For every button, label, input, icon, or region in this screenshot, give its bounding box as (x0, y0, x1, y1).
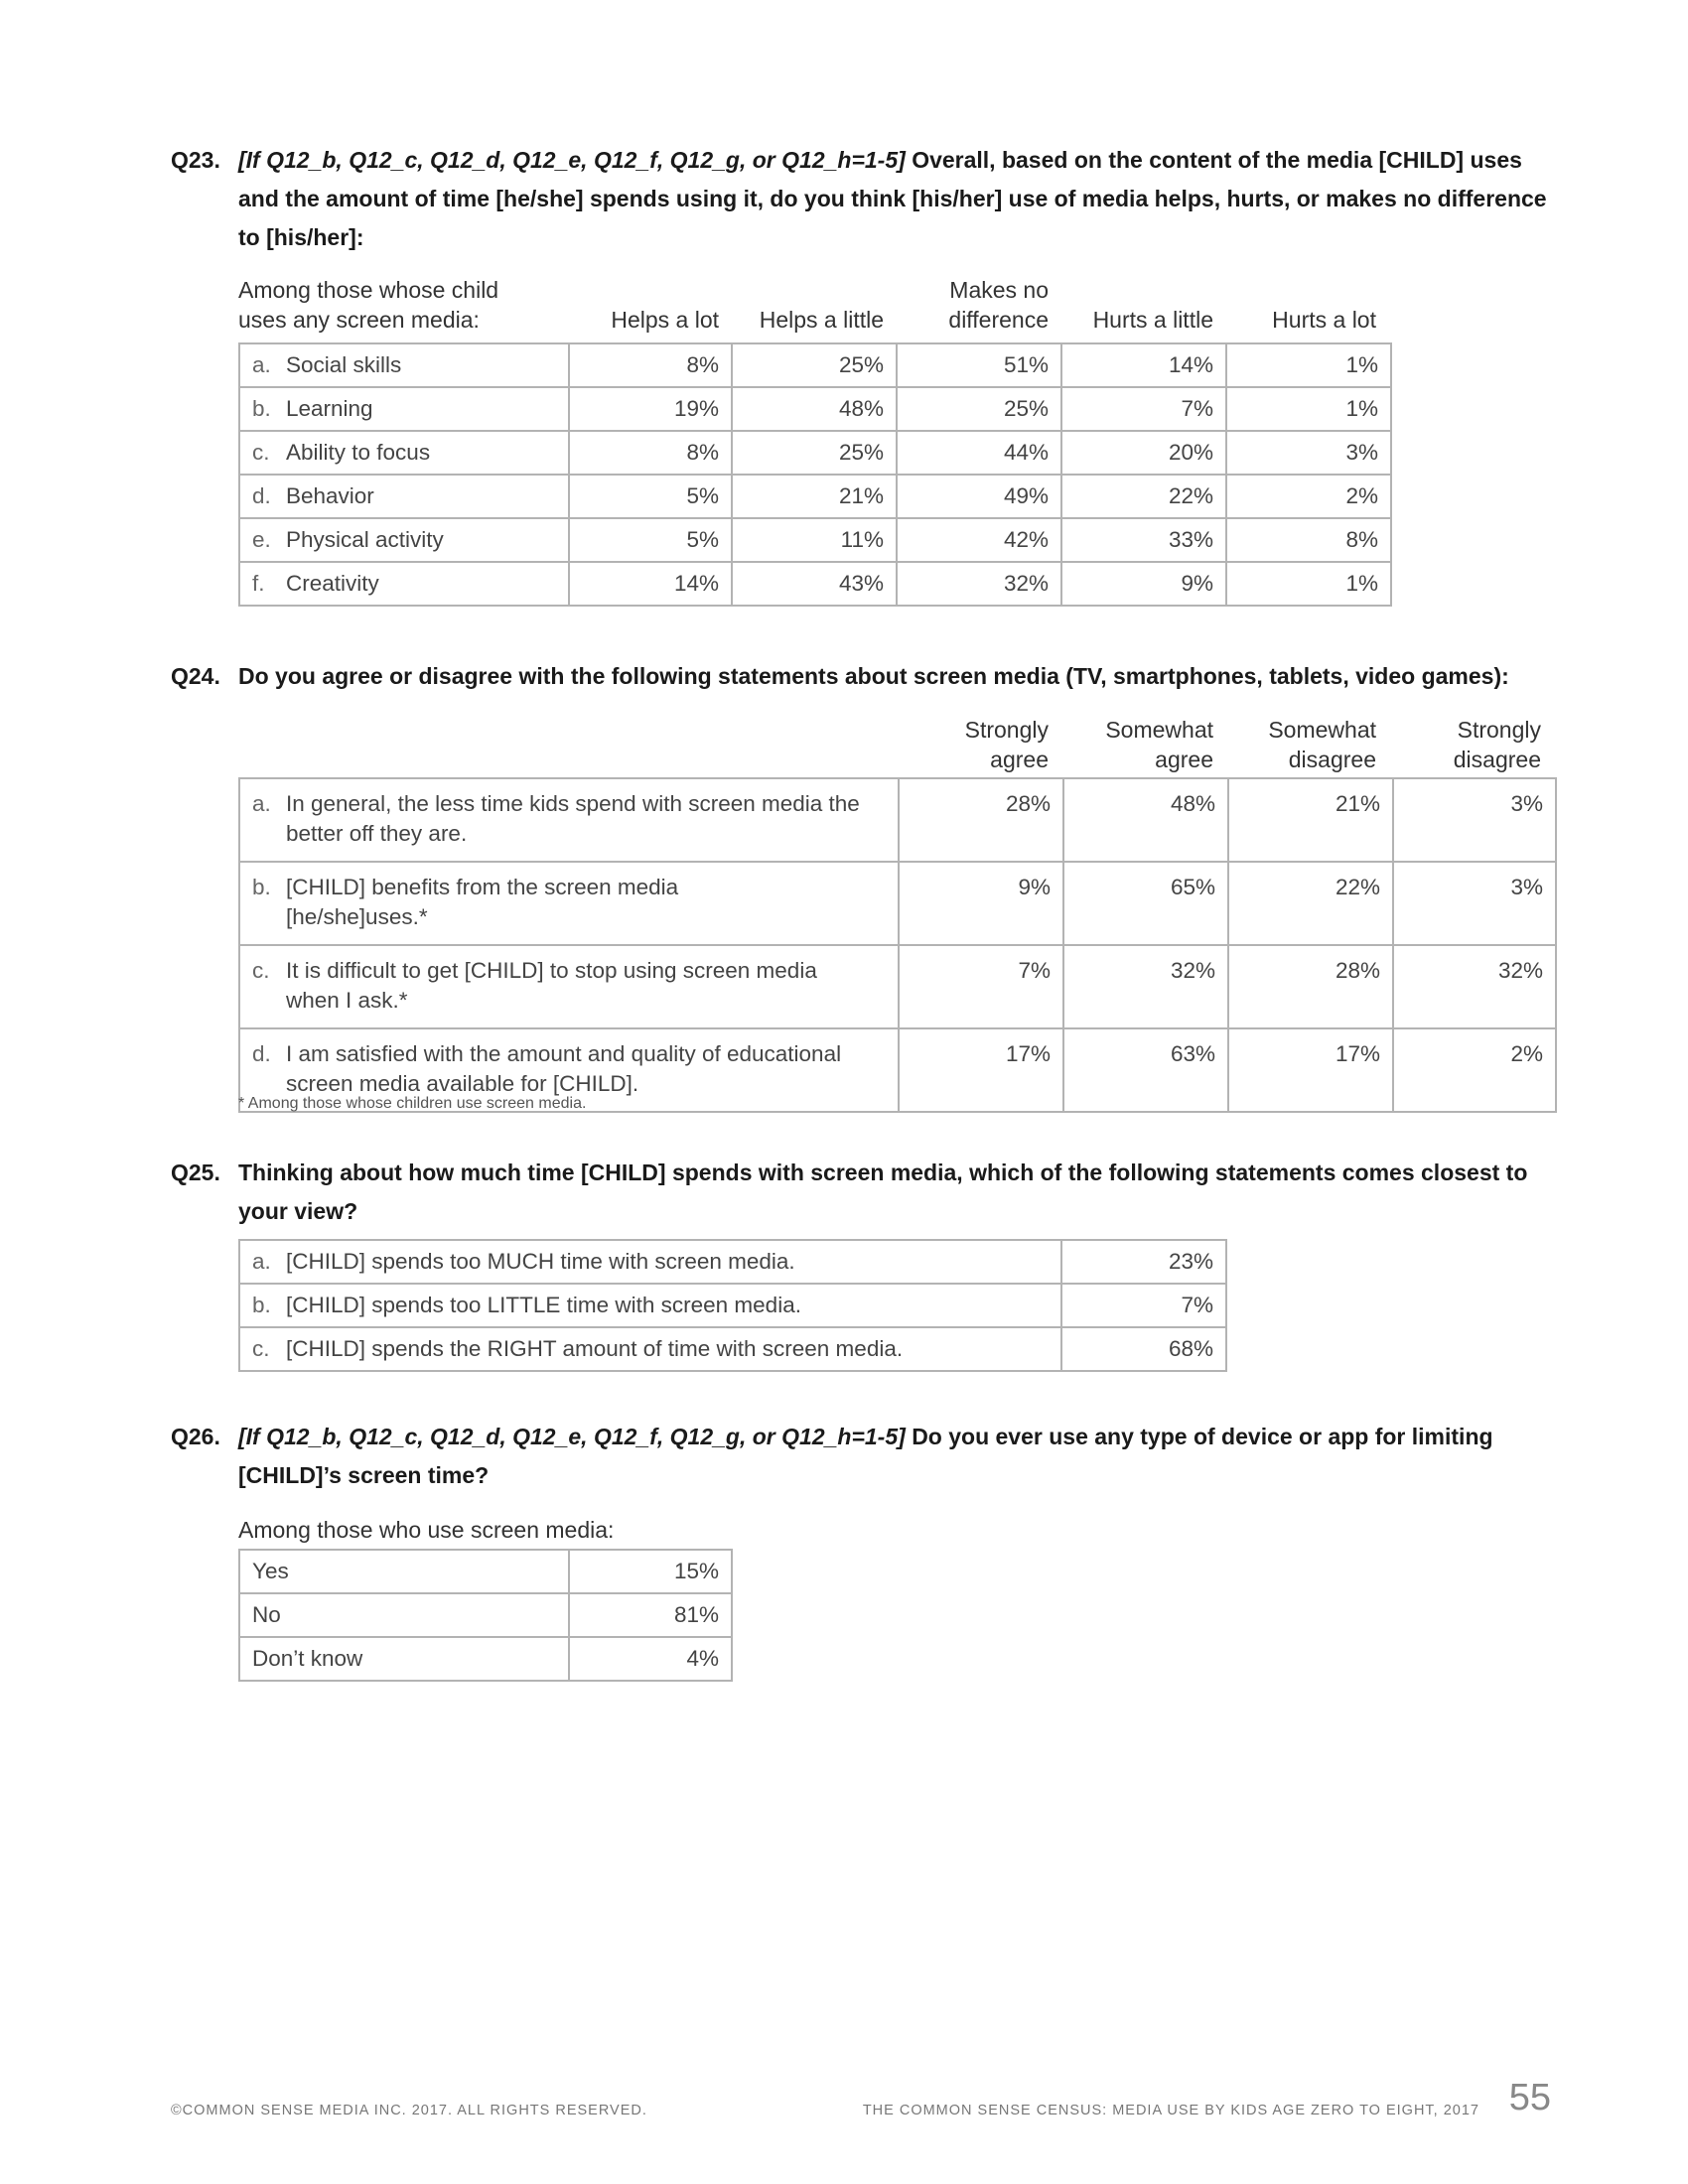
table-cell: 3% (1393, 862, 1556, 945)
table-row (239, 1637, 732, 1681)
q23-col-no-difference (896, 275, 1049, 335)
table-cell: 65% (1063, 862, 1228, 945)
q24-col-4-l2: disagree (1453, 747, 1541, 772)
q23-col-no-difference-l2: difference (948, 307, 1049, 333)
row-text: Physical activity (286, 527, 444, 552)
row-label (239, 1240, 1061, 1284)
row-text: [CHILD] spends too MUCH time with screen media. (286, 1249, 795, 1274)
q25-number: Q25. (171, 1160, 220, 1185)
table-cell: 25% (732, 343, 897, 387)
row-letter: b. (252, 875, 271, 899)
q24-text: Do you agree or disagree with the following statements about screen media (TV, smartphones, tablets, video games): (238, 663, 1509, 689)
table-cell: 43% (732, 562, 897, 606)
table-row (239, 1593, 732, 1637)
table-cell: 7% (1061, 387, 1226, 431)
table-cell: 33% (1061, 518, 1226, 562)
table-row (239, 387, 1391, 431)
q24-footnote: * Among those whose children use screen media. (238, 1095, 587, 1112)
row-text: Social skills (286, 352, 402, 377)
table-row (239, 945, 1556, 1028)
row-label: Don’t know (239, 1637, 569, 1681)
row-text-line2: screen media available for [CHILD]. (286, 1071, 639, 1096)
row-text-line1: It is difficult to get [CHILD] to stop using screen media (286, 958, 817, 983)
row-text (286, 956, 882, 1016)
table-cell: 1% (1226, 562, 1391, 606)
table-row (239, 1284, 1226, 1327)
row-label (239, 518, 569, 562)
table-cell: 63% (1063, 1028, 1228, 1112)
table-cell: 28% (1228, 945, 1393, 1028)
table-cell: 20% (1061, 431, 1226, 475)
table-cell: 5% (569, 475, 732, 518)
page-number: 55 (1508, 2077, 1551, 2118)
row-letter: c. (252, 1336, 270, 1361)
table-cell: 22% (1228, 862, 1393, 945)
row-text-line1: In general, the less time kids spend with screen media the (286, 791, 860, 816)
q23-col-helps-little: Helps a little (759, 307, 884, 333)
row-label: Yes (239, 1550, 569, 1593)
row-text-line2: better off they are. (286, 821, 468, 846)
row-text-line1: I am satisfied with the amount and quality of educational (286, 1041, 842, 1066)
table-cell: 7% (1061, 1284, 1226, 1327)
row-label (239, 778, 899, 862)
table-cell: 15% (569, 1550, 732, 1593)
q24-col-1-l2: agree (990, 747, 1049, 772)
row-label: No (239, 1593, 569, 1637)
table-cell: 51% (897, 343, 1061, 387)
table-cell: 5% (569, 518, 732, 562)
table-row (239, 1550, 732, 1593)
table-cell: 14% (569, 562, 732, 606)
table-cell: 49% (897, 475, 1061, 518)
q24-table (238, 777, 1557, 1113)
table-cell: 81% (569, 1593, 732, 1637)
row-label (239, 1327, 1061, 1371)
table-row (239, 1327, 1226, 1371)
table-cell: 8% (569, 431, 732, 475)
table-cell: 32% (1063, 945, 1228, 1028)
table-cell: 8% (569, 343, 732, 387)
row-letter: e. (252, 527, 271, 552)
table-cell: 21% (732, 475, 897, 518)
q23-col-no-difference-l1: Makes no (949, 277, 1049, 303)
row-label (239, 862, 899, 945)
q26-question (171, 1418, 1551, 1495)
row-text: [CHILD] spends too LITTLE time with screen media. (286, 1293, 801, 1317)
table-cell: 17% (1228, 1028, 1393, 1112)
q24-col-1-l1: Strongly (964, 717, 1049, 743)
table-cell: 9% (899, 862, 1063, 945)
row-text-line2: [he/she]uses.* (286, 904, 428, 929)
q24-col-2-l2: agree (1155, 747, 1213, 772)
table-row (239, 862, 1556, 945)
q25-text: Thinking about how much time [CHILD] spends with screen media, which of the following statements comes closest to your view? (238, 1160, 1528, 1224)
table-row (239, 431, 1391, 475)
q26-table (238, 1549, 733, 1682)
footer-copyright: ©COMMON SENSE MEDIA INC. 2017. ALL RIGHTS RESERVED. (171, 2103, 647, 2118)
table-cell: 22% (1061, 475, 1226, 518)
q24-question (171, 657, 1551, 696)
q26-number: Q26. (171, 1424, 220, 1449)
table-row (239, 518, 1391, 562)
footer-report-title: THE COMMON SENSE CENSUS: MEDIA USE BY KIDS AGE ZERO TO EIGHT, 2017 (862, 2103, 1479, 2118)
q24-col-somewhat-disagree (1223, 715, 1376, 774)
q23-intro-line1: Among those whose child (238, 277, 499, 303)
table-row (239, 1240, 1226, 1284)
q23-intro-line2: uses any screen media: (238, 307, 480, 333)
row-text: Creativity (286, 571, 379, 596)
table-cell: 8% (1226, 518, 1391, 562)
table-cell: 3% (1393, 778, 1556, 862)
table-cell: 25% (732, 431, 897, 475)
row-letter: c. (252, 958, 270, 983)
table-cell: 28% (899, 778, 1063, 862)
row-letter: d. (252, 483, 271, 508)
table-row (239, 778, 1556, 862)
row-text: Behavior (286, 483, 374, 508)
q23-text: Overall, based on the content of the media [CHILD] uses and the amount of time [he/she] spends using it, do you think [his/her] use of media helps, hurts, or makes no difference to [his/her]: (238, 147, 1547, 250)
table-cell: 48% (1063, 778, 1228, 862)
q23-condition: [If Q12_b, Q12_c, Q12_d, Q12_e, Q12_f, Q12_g, or Q12_h=1-5] (238, 147, 906, 173)
row-text (286, 1039, 882, 1099)
table-cell: 7% (899, 945, 1063, 1028)
row-text: Ability to focus (286, 440, 431, 465)
table-cell: 32% (1393, 945, 1556, 1028)
row-label (239, 945, 899, 1028)
q24-col-3-l2: disagree (1288, 747, 1376, 772)
row-letter: d. (252, 1041, 271, 1066)
row-text (286, 789, 882, 849)
q23-question (171, 141, 1551, 257)
q24-col-3-l1: Somewhat (1268, 717, 1376, 743)
table-cell: 4% (569, 1637, 732, 1681)
table-cell: 14% (1061, 343, 1226, 387)
table-cell: 9% (1061, 562, 1226, 606)
table-cell: 25% (897, 387, 1061, 431)
q24-col-strongly-agree (896, 715, 1049, 774)
table-cell: 68% (1061, 1327, 1226, 1371)
table-cell: 42% (897, 518, 1061, 562)
table-cell: 32% (897, 562, 1061, 606)
row-label (239, 343, 569, 387)
table-cell: 1% (1226, 343, 1391, 387)
table-cell: 1% (1226, 387, 1391, 431)
table-row (239, 562, 1391, 606)
row-letter: a. (252, 352, 271, 377)
row-label (239, 387, 569, 431)
q25-question (171, 1154, 1551, 1231)
row-letter: b. (252, 396, 271, 421)
q26-intro: Among those who use screen media: (238, 1517, 615, 1543)
q24-col-somewhat-agree (1060, 715, 1213, 774)
q26-condition: [If Q12_b, Q12_c, Q12_d, Q12_e, Q12_f, Q12_g, or Q12_h=1-5] (238, 1424, 906, 1449)
row-letter: b. (252, 1293, 271, 1317)
row-text: Learning (286, 396, 373, 421)
table-cell: 21% (1228, 778, 1393, 862)
table-cell: 48% (732, 387, 897, 431)
q25-table (238, 1239, 1227, 1372)
table-cell: 19% (569, 387, 732, 431)
q24-number: Q24. (171, 663, 220, 689)
row-letter: c. (252, 440, 270, 465)
row-text-line2: when I ask.* (286, 988, 408, 1013)
q24-col-strongly-disagree (1388, 715, 1541, 774)
table-cell: 3% (1226, 431, 1391, 475)
table-row (239, 475, 1391, 518)
row-text-line1: [CHILD] benefits from the screen media (286, 875, 679, 899)
row-label (239, 562, 569, 606)
table-cell: 17% (899, 1028, 1063, 1112)
q23-col-hurts-little: Hurts a little (1092, 307, 1213, 333)
row-label (239, 431, 569, 475)
table-row (239, 343, 1391, 387)
q26-text: Do you ever use any type of device or app for limiting [CHILD]’s screen time? (238, 1424, 1493, 1488)
row-label (239, 475, 569, 518)
q23-intro (238, 275, 498, 335)
row-text (286, 873, 882, 932)
q23-number: Q23. (171, 147, 220, 173)
table-cell: 44% (897, 431, 1061, 475)
table-cell: 23% (1061, 1240, 1226, 1284)
q23-table (238, 342, 1392, 607)
q24-col-2-l1: Somewhat (1105, 717, 1213, 743)
table-cell: 2% (1393, 1028, 1556, 1112)
row-text: [CHILD] spends the RIGHT amount of time with screen media. (286, 1336, 904, 1361)
row-letter: f. (252, 571, 265, 596)
row-letter: a. (252, 1249, 271, 1274)
q24-col-4-l1: Strongly (1457, 717, 1541, 743)
row-label (239, 1284, 1061, 1327)
table-cell: 2% (1226, 475, 1391, 518)
q23-col-hurts-lot: Hurts a lot (1272, 307, 1376, 333)
table-cell: 11% (732, 518, 897, 562)
row-letter: a. (252, 791, 271, 816)
q23-col-helps-lot: Helps a lot (611, 307, 719, 333)
